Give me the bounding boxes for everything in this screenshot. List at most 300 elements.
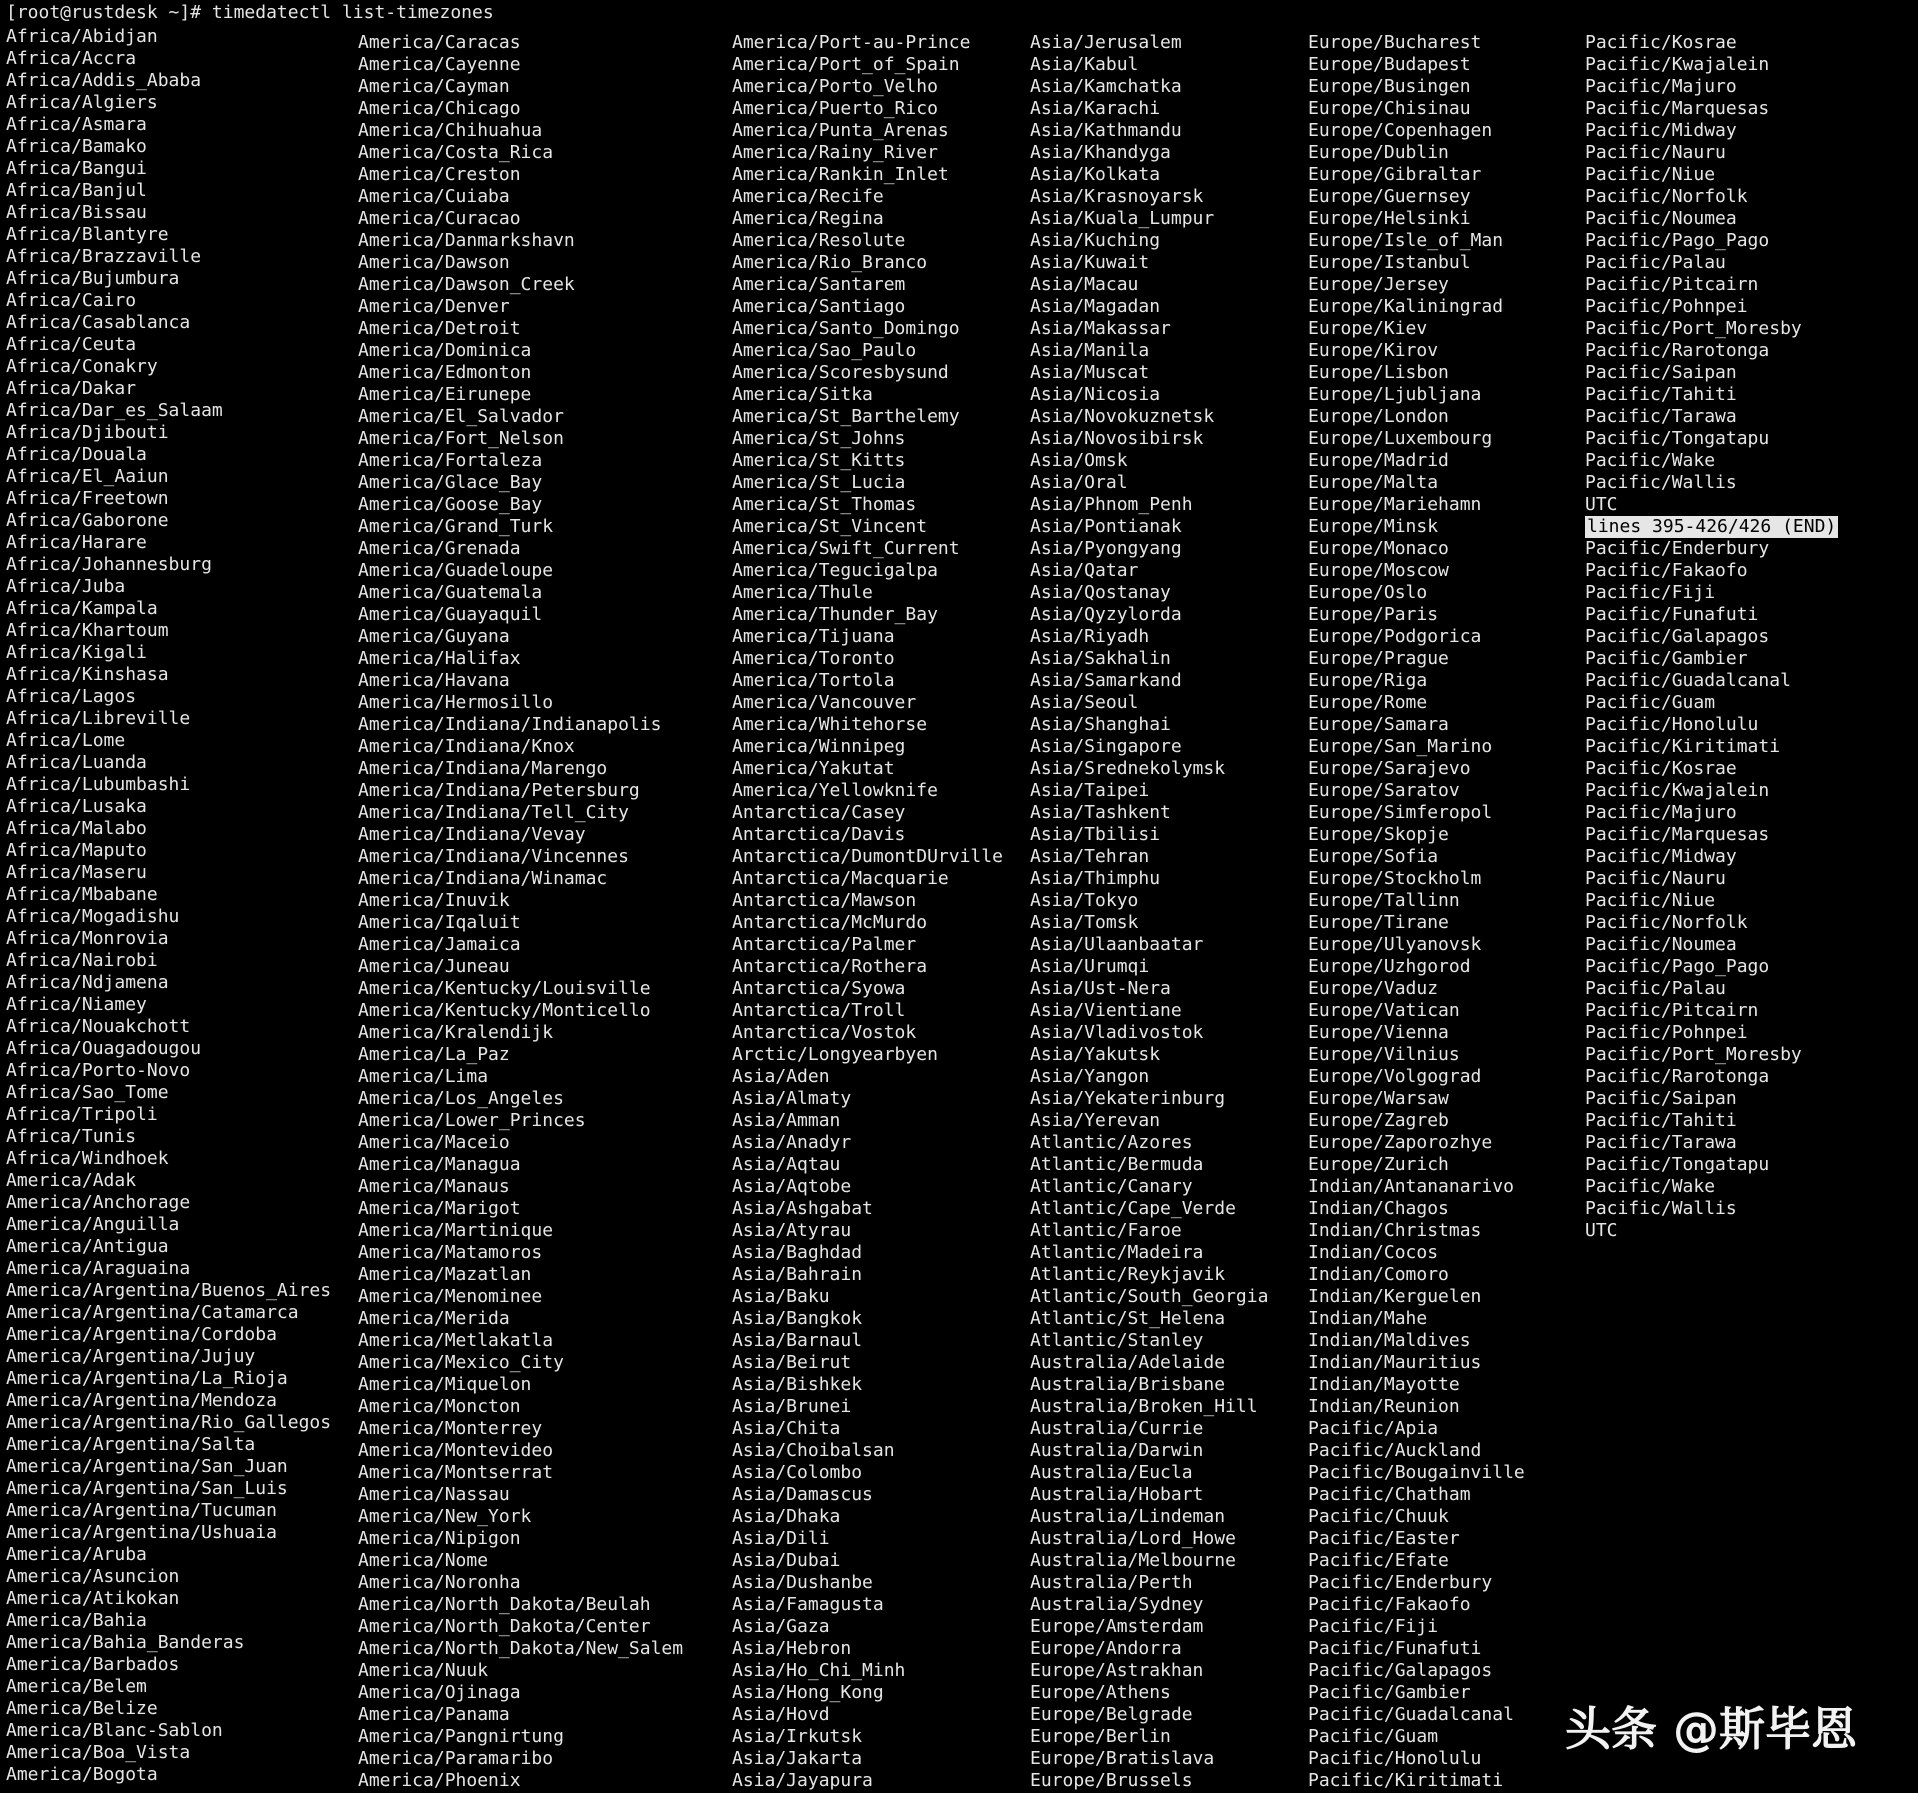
timezone-entry: America/Argentina/Mendoza [6, 1390, 277, 1411]
timezone-entry: America/Punta_Arenas [732, 120, 949, 141]
timezone-entry: Europe/Moscow [1308, 560, 1449, 581]
timezone-entry: Africa/Djibouti [6, 422, 169, 443]
timezone-entry: Africa/Nairobi [6, 950, 158, 971]
timezone-entry: Africa/Maputo [6, 840, 147, 861]
timezone-entry: Africa/Gaborone [6, 510, 169, 531]
timezone-entry: Asia/Shanghai [1030, 714, 1171, 735]
timezone-entry: America/Rio_Branco [732, 252, 928, 273]
timezone-entry: Europe/Berlin [1030, 1726, 1171, 1747]
timezone-entry: Europe/Samara [1308, 714, 1449, 735]
timezone-entry: Asia/Jerusalem [1030, 32, 1182, 53]
timezone-entry: Africa/Mbabane [6, 884, 158, 905]
timezone-entry: Europe/Busingen [1308, 76, 1471, 97]
timezone-entry: Pacific/Marquesas [1585, 824, 1770, 845]
timezone-column-6 [1585, 32, 1802, 516]
timezone-entry: Atlantic/Cape_Verde [1030, 1198, 1236, 1219]
timezone-entry: Atlantic/Bermuda [1030, 1154, 1204, 1175]
timezone-entry: Asia/Yerevan [1030, 1110, 1161, 1131]
timezone-entry: Pacific/Fakaofo [1585, 560, 1748, 581]
timezone-entry: Pacific/Tongatapu [1585, 1154, 1770, 1175]
timezone-entry: Europe/Vatican [1308, 1000, 1460, 1021]
timezone-entry: Europe/Saratov [1308, 780, 1460, 801]
timezone-entry: Africa/Johannesburg [6, 554, 212, 575]
timezone-entry: Europe/Malta [1308, 472, 1439, 493]
timezone-entry: Europe/Zaporozhye [1308, 1132, 1493, 1153]
timezone-entry: Africa/Mogadishu [6, 906, 180, 927]
timezone-entry: Asia/Urumqi [1030, 956, 1150, 977]
timezone-entry: America/Marigot [358, 1198, 521, 1219]
timezone-entry: Europe/Riga [1308, 670, 1428, 691]
timezone-entry: Asia/Vientiane [1030, 1000, 1182, 1021]
timezone-entry: Asia/Brunei [732, 1396, 852, 1417]
timezone-entry: Indian/Christmas [1308, 1220, 1482, 1241]
timezone-entry: America/El_Salvador [358, 406, 564, 427]
timezone-entry: Europe/Sarajevo [1308, 758, 1471, 779]
timezone-entry: Pacific/Midway [1585, 846, 1737, 867]
timezone-entry: Asia/Macau [1030, 274, 1139, 295]
timezone-entry: Indian/Mayotte [1308, 1374, 1460, 1395]
timezone-entry: Asia/Jayapura [732, 1770, 873, 1791]
timezone-entry: Asia/Magadan [1030, 296, 1161, 317]
timezone-entry: Asia/Vladivostok [1030, 1022, 1204, 1043]
timezone-entry: Europe/Astrakhan [1030, 1660, 1204, 1681]
timezone-entry: America/Bogota [6, 1764, 158, 1785]
timezone-entry: America/St_Thomas [732, 494, 917, 515]
timezone-entry: Asia/Hovd [732, 1704, 830, 1725]
timezone-entry: Pacific/Tahiti [1585, 1110, 1737, 1131]
timezone-entry: Australia/Darwin [1030, 1440, 1204, 1461]
timezone-entry: America/Aruba [6, 1544, 147, 1565]
timezone-entry: Pacific/Pohnpei [1585, 1022, 1748, 1043]
timezone-entry: Asia/Irkutsk [732, 1726, 863, 1747]
timezone-entry: Africa/Kigali [6, 642, 147, 663]
timezone-entry: Africa/Tunis [6, 1126, 137, 1147]
timezone-entry: America/Belem [6, 1676, 147, 1697]
timezone-entry: Asia/Baku [732, 1286, 830, 1307]
timezone-entry: Pacific/Rarotonga [1585, 340, 1770, 361]
timezone-entry: America/Resolute [732, 230, 906, 251]
timezone-entry: Pacific/Tahiti [1585, 384, 1737, 405]
timezone-entry: Asia/Novokuznetsk [1030, 406, 1215, 427]
timezone-entry: Antarctica/DumontDUrville [732, 846, 1003, 867]
timezone-entry: America/Argentina/Tucuman [6, 1500, 277, 1521]
timezone-entry: Asia/Atyrau [732, 1220, 852, 1241]
timezone-entry: Australia/Hobart [1030, 1484, 1204, 1505]
timezone-entry: America/Scoresbysund [732, 362, 949, 383]
timezone-entry: Africa/Juba [6, 576, 126, 597]
timezone-entry: Pacific/Noumea [1585, 934, 1737, 955]
timezone-entry: Asia/Yekaterinburg [1030, 1088, 1226, 1109]
timezone-entry: Asia/Chita [732, 1418, 841, 1439]
timezone-entry: Australia/Eucla [1030, 1462, 1193, 1483]
timezone-entry: America/Barbados [6, 1654, 180, 1675]
timezone-entry: UTC [1585, 1220, 1618, 1241]
timezone-entry: Australia/Perth [1030, 1572, 1193, 1593]
timezone-entry: Asia/Barnaul [732, 1330, 863, 1351]
timezone-entry: America/Eirunepe [358, 384, 532, 405]
timezone-entry: America/Argentina/Salta [6, 1434, 256, 1455]
timezone-entry: Pacific/Pitcairn [1585, 274, 1759, 295]
timezone-entry: Europe/Prague [1308, 648, 1449, 669]
timezone-entry: Pacific/Enderbury [1585, 538, 1770, 559]
timezone-entry: Africa/Kinshasa [6, 664, 169, 685]
timezone-entry: Africa/Douala [6, 444, 147, 465]
timezone-entry: Europe/Belgrade [1030, 1704, 1193, 1725]
timezone-entry: America/Vancouver [732, 692, 917, 713]
timezone-entry: Africa/Windhoek [6, 1148, 169, 1169]
timezone-entry: America/Port-au-Prince [732, 32, 971, 53]
timezone-entry: Africa/Bamako [6, 136, 147, 157]
timezone-entry: Asia/Kuwait [1030, 252, 1150, 273]
timezone-entry: America/Argentina/Buenos_Aires [6, 1280, 332, 1301]
timezone-entry: Pacific/Kiritimati [1585, 736, 1781, 757]
timezone-entry: Europe/Vilnius [1308, 1044, 1460, 1065]
timezone-entry: Asia/Tokyo [1030, 890, 1139, 911]
timezone-entry: Pacific/Auckland [1308, 1440, 1482, 1461]
watermark-text: 头条 @斯毕恩 [1565, 1702, 1858, 1756]
timezone-entry: Pacific/Kosrae [1585, 758, 1737, 779]
timezone-entry: Europe/Mariehamn [1308, 494, 1482, 515]
timezone-entry: America/Yakutat [732, 758, 895, 779]
timezone-entry: Africa/Blantyre [6, 224, 169, 245]
timezone-entry: Asia/Dili [732, 1528, 830, 1549]
timezone-entry: Pacific/Guadalcanal [1308, 1704, 1514, 1725]
timezone-entry: Asia/Nicosia [1030, 384, 1161, 405]
timezone-entry: Asia/Qostanay [1030, 582, 1171, 603]
timezone-entry: America/Matamoros [358, 1242, 543, 1263]
timezone-entry: America/Montserrat [358, 1462, 554, 1483]
timezone-entry: Asia/Choibalsan [732, 1440, 895, 1461]
timezone-entry: America/Asuncion [6, 1566, 180, 1587]
timezone-entry: Africa/Monrovia [6, 928, 169, 949]
timezone-entry: America/Indiana/Indianapolis [358, 714, 662, 735]
timezone-entry: Pacific/Saipan [1585, 1088, 1737, 1109]
timezone-entry: Pacific/Port_Moresby [1585, 318, 1802, 339]
timezone-entry: America/Guayaquil [358, 604, 543, 625]
timezone-entry: Asia/Srednekolymsk [1030, 758, 1226, 779]
timezone-entry: Europe/Brussels [1030, 1770, 1193, 1791]
timezone-entry: America/Indiana/Vevay [358, 824, 586, 845]
timezone-entry: Pacific/Tarawa [1585, 406, 1737, 427]
timezone-entry: America/Menominee [358, 1286, 543, 1307]
timezone-entry: Antarctica/Palmer [732, 934, 917, 955]
timezone-entry: Europe/Andorra [1030, 1638, 1182, 1659]
pager-status-line: lines 395-426/426 (END) [1587, 516, 1837, 537]
timezone-entry: Australia/Sydney [1030, 1594, 1204, 1615]
timezone-entry: America/Sao_Paulo [732, 340, 917, 361]
timezone-entry: Europe/Dublin [1308, 142, 1449, 163]
timezone-entry: Pacific/Pohnpei [1585, 296, 1748, 317]
timezone-entry: Pacific/Nauru [1585, 142, 1726, 163]
timezone-entry: Pacific/Kwajalein [1585, 780, 1770, 801]
timezone-entry: America/Danmarkshavn [358, 230, 575, 251]
timezone-entry: Africa/Casablanca [6, 312, 191, 333]
timezone-entry: Africa/Niamey [6, 994, 147, 1015]
timezone-entry: Asia/Almaty [732, 1088, 852, 1109]
timezone-entry: Asia/Tehran [1030, 846, 1150, 867]
timezone-entry: Africa/Bissau [6, 202, 147, 223]
timezone-entry: America/Santo_Domingo [732, 318, 960, 339]
timezone-entry: America/Porto_Velho [732, 76, 938, 97]
timezone-entry: Pacific/Saipan [1585, 362, 1737, 383]
timezone-entry: America/St_Johns [732, 428, 906, 449]
timezone-entry: America/Swift_Current [732, 538, 960, 559]
timezone-entry: America/Anchorage [6, 1192, 191, 1213]
timezone-entry: Pacific/Nauru [1585, 868, 1726, 889]
timezone-entry: Pacific/Chuuk [1308, 1506, 1449, 1527]
timezone-entry: Europe/Helsinki [1308, 208, 1471, 229]
timezone-entry: Europe/Jersey [1308, 274, 1449, 295]
timezone-entry: Australia/Melbourne [1030, 1550, 1236, 1571]
timezone-entry: America/Jamaica [358, 934, 521, 955]
timezone-entry: America/Guyana [358, 626, 510, 647]
timezone-entry: Europe/Zurich [1308, 1154, 1449, 1175]
timezone-entry: Europe/Budapest [1308, 54, 1471, 75]
timezone-entry: America/Santarem [732, 274, 906, 295]
timezone-entry: America/Havana [358, 670, 510, 691]
timezone-entry: Africa/Nouakchott [6, 1016, 191, 1037]
timezone-entry: Asia/Kolkata [1030, 164, 1161, 185]
timezone-entry: Europe/Bucharest [1308, 32, 1482, 53]
timezone-entry: Asia/Kuala_Lumpur [1030, 208, 1215, 229]
timezone-entry: Pacific/Gambier [1308, 1682, 1471, 1703]
timezone-entry: America/North_Dakota/New_Salem [358, 1638, 684, 1659]
timezone-entry: Pacific/Niue [1585, 890, 1716, 911]
timezone-entry: Asia/Riyadh [1030, 626, 1150, 647]
timezone-entry: Africa/Conakry [6, 356, 158, 377]
timezone-entry: America/Lower_Princes [358, 1110, 586, 1131]
timezone-entry: Asia/Krasnoyarsk [1030, 186, 1204, 207]
timezone-entry: Asia/Baghdad [732, 1242, 863, 1263]
timezone-entry: America/Miquelon [358, 1374, 532, 1395]
timezone-entry: America/Lima [358, 1066, 489, 1087]
timezone-entry: Europe/Simferopol [1308, 802, 1493, 823]
timezone-entry: Pacific/Tarawa [1585, 1132, 1737, 1153]
timezone-entry: Pacific/Galapagos [1308, 1660, 1493, 1681]
timezone-entry: Africa/Khartoum [6, 620, 169, 641]
timezone-entry: America/Puerto_Rico [732, 98, 938, 119]
timezone-entry: Arctic/Longyearbyen [732, 1044, 938, 1065]
timezone-entry: Indian/Kerguelen [1308, 1286, 1482, 1307]
timezone-entry: Asia/Bahrain [732, 1264, 863, 1285]
timezone-entry: Europe/Minsk [1308, 516, 1439, 537]
timezone-entry: UTC [1585, 494, 1618, 515]
timezone-entry: Europe/Chisinau [1308, 98, 1471, 119]
timezone-entry: America/Winnipeg [732, 736, 906, 757]
timezone-entry: Asia/Tbilisi [1030, 824, 1161, 845]
timezone-entry: Europe/Sofia [1308, 846, 1439, 867]
timezone-entry: America/Mexico_City [358, 1352, 564, 1373]
timezone-entry: Asia/Yakutsk [1030, 1044, 1161, 1065]
timezone-entry: Asia/Karachi [1030, 98, 1161, 119]
timezone-entry: Indian/Comoro [1308, 1264, 1449, 1285]
timezone-entry: America/Chihuahua [358, 120, 543, 141]
timezone-entry: Pacific/Majuro [1585, 76, 1737, 97]
timezone-entry: Pacific/Norfolk [1585, 912, 1748, 933]
timezone-entry: Atlantic/St_Helena [1030, 1308, 1226, 1329]
timezone-entry: America/Ojinaga [358, 1682, 521, 1703]
timezone-entry: America/Indiana/Petersburg [358, 780, 640, 801]
timezone-entry: America/Panama [358, 1704, 510, 1725]
timezone-entry: Asia/Bangkok [732, 1308, 863, 1329]
timezone-entry: America/Toronto [732, 648, 895, 669]
timezone-entry: America/Inuvik [358, 890, 510, 911]
timezone-entry: Pacific/Gambier [1585, 648, 1748, 669]
timezone-entry: America/Tortola [732, 670, 895, 691]
timezone-entry: Europe/Kaliningrad [1308, 296, 1504, 317]
timezone-entry: Pacific/Fakaofo [1308, 1594, 1471, 1615]
timezone-entry: America/Los_Angeles [358, 1088, 564, 1109]
timezone-entry: Asia/Jakarta [732, 1748, 863, 1769]
timezone-entry: Asia/Tomsk [1030, 912, 1139, 933]
timezone-entry: Australia/Brisbane [1030, 1374, 1226, 1395]
timezone-entry: Europe/Gibraltar [1308, 164, 1482, 185]
timezone-entry: Pacific/Chatham [1308, 1484, 1471, 1505]
timezone-entry: America/Adak [6, 1170, 137, 1191]
timezone-entry: America/Metlakatla [358, 1330, 554, 1351]
timezone-entry: America/Creston [358, 164, 521, 185]
timezone-entry: America/Regina [732, 208, 884, 229]
timezone-entry: Indian/Antananarivo [1308, 1176, 1514, 1197]
timezone-entry: America/Nipigon [358, 1528, 521, 1549]
timezone-entry: America/Cuiaba [358, 186, 510, 207]
timezone-entry: Asia/Amman [732, 1110, 841, 1131]
timezone-entry: Europe/Tallinn [1308, 890, 1460, 911]
timezone-entry: Pacific/Easter [1308, 1528, 1460, 1549]
timezone-entry: Atlantic/Canary [1030, 1176, 1193, 1197]
timezone-entry: America/Thunder_Bay [732, 604, 938, 625]
timezone-entry: America/Grand_Turk [358, 516, 554, 537]
timezone-entry: Africa/Asmara [6, 114, 147, 135]
timezone-entry: Europe/Stockholm [1308, 868, 1482, 889]
command-prompt-line: [root@rustdesk ~]# timedatectl list-timezones [6, 2, 494, 23]
timezone-entry: America/Anguilla [6, 1214, 180, 1235]
timezone-entry: Asia/Aden [732, 1066, 830, 1087]
timezone-entry: America/Argentina/Jujuy [6, 1346, 256, 1367]
timezone-entry: Europe/Kiev [1308, 318, 1428, 339]
timezone-entry: America/La_Paz [358, 1044, 510, 1065]
timezone-entry: Asia/Kuching [1030, 230, 1161, 251]
timezone-entry: America/Juneau [358, 956, 510, 977]
timezone-entry: Asia/Muscat [1030, 362, 1150, 383]
timezone-entry: Antarctica/Troll [732, 1000, 906, 1021]
timezone-entry: Pacific/Wake [1585, 450, 1716, 471]
timezone-entry: Asia/Aqtau [732, 1154, 841, 1175]
timezone-entry: America/Phoenix [358, 1770, 521, 1791]
timezone-entry: Asia/Dubai [732, 1550, 841, 1571]
timezone-entry: Africa/Sao_Tome [6, 1082, 169, 1103]
timezone-entry: America/Noronha [358, 1572, 521, 1593]
timezone-entry: America/Indiana/Tell_City [358, 802, 629, 823]
timezone-entry: Indian/Mauritius [1308, 1352, 1482, 1373]
timezone-entry: Pacific/Honolulu [1585, 714, 1759, 735]
timezone-entry: America/Santiago [732, 296, 906, 317]
timezone-entry: America/Fort_Nelson [358, 428, 564, 449]
timezone-entry: America/Grenada [358, 538, 521, 559]
timezone-entry: America/Monterrey [358, 1418, 543, 1439]
timezone-entry: Pacific/Fiji [1585, 582, 1716, 603]
timezone-entry: America/Sitka [732, 384, 873, 405]
timezone-entry: Africa/Bujumbura [6, 268, 180, 289]
timezone-entry: America/Mazatlan [358, 1264, 532, 1285]
timezone-entry: Asia/Pontianak [1030, 516, 1182, 537]
timezone-entry: Europe/Luxembourg [1308, 428, 1493, 449]
timezone-entry: America/Fortaleza [358, 450, 543, 471]
timezone-entry: America/Denver [358, 296, 510, 317]
timezone-entry: Europe/San_Marino [1308, 736, 1493, 757]
timezone-entry: Indian/Reunion [1308, 1396, 1460, 1417]
timezone-entry: America/New_York [358, 1506, 532, 1527]
timezone-entry: Pacific/Guam [1585, 692, 1716, 713]
timezone-entry: America/Indiana/Marengo [358, 758, 608, 779]
timezone-entry: America/Iqaluit [358, 912, 521, 933]
timezone-entry: Europe/Paris [1308, 604, 1439, 625]
timezone-entry: America/Argentina/Cordoba [6, 1324, 277, 1345]
timezone-entry: Atlantic/Stanley [1030, 1330, 1204, 1351]
timezone-entry: Europe/Rome [1308, 692, 1428, 713]
timezone-entry: Pacific/Tongatapu [1585, 428, 1770, 449]
timezone-entry: Africa/Malabo [6, 818, 147, 839]
timezone-entry: Australia/Adelaide [1030, 1352, 1226, 1373]
timezone-entry: America/Blanc-Sablon [6, 1720, 223, 1741]
timezone-entry: America/Argentina/Ushuaia [6, 1522, 277, 1543]
timezone-entry: Europe/Vienna [1308, 1022, 1449, 1043]
timezone-entry: America/Cayenne [358, 54, 521, 75]
timezone-entry: Africa/Luanda [6, 752, 147, 773]
timezone-entry: Antarctica/McMurdo [732, 912, 928, 933]
timezone-entry: America/Dominica [358, 340, 532, 361]
timezone-entry: America/St_Barthelemy [732, 406, 960, 427]
timezone-entry: Pacific/Kiritimati [1308, 1770, 1504, 1791]
timezone-entry: America/Indiana/Winamac [358, 868, 608, 889]
timezone-entry: America/Indiana/Knox [358, 736, 575, 757]
timezone-entry: Asia/Qyzylorda [1030, 604, 1182, 625]
timezone-entry: America/Curacao [358, 208, 521, 229]
timezone-entry: Asia/Dhaka [732, 1506, 841, 1527]
timezone-entry: America/Bahia [6, 1610, 147, 1631]
timezone-entry: Atlantic/Faroe [1030, 1220, 1182, 1241]
timezone-entry: America/Argentina/San_Juan [6, 1456, 288, 1477]
timezone-entry: Europe/London [1308, 406, 1449, 427]
timezone-entry: Asia/Manila [1030, 340, 1150, 361]
timezone-entry: America/Guadeloupe [358, 560, 554, 581]
timezone-entry: America/Montevideo [358, 1440, 554, 1461]
timezone-column-2 [358, 32, 683, 1792]
timezone-entry: Europe/Podgorica [1308, 626, 1482, 647]
timezone-entry: Pacific/Port_Moresby [1585, 1044, 1802, 1065]
timezone-entry: Pacific/Efate [1308, 1550, 1449, 1571]
timezone-entry: America/Argentina/San_Luis [6, 1478, 288, 1499]
timezone-entry: Indian/Mahe [1308, 1308, 1428, 1329]
timezone-entry: Asia/Samarkand [1030, 670, 1182, 691]
timezone-entry: Indian/Maldives [1308, 1330, 1471, 1351]
timezone-entry: Asia/Dushanbe [732, 1572, 873, 1593]
timezone-entry: Africa/Dakar [6, 378, 137, 399]
timezone-entry: Africa/Kampala [6, 598, 158, 619]
timezone-entry: Pacific/Guam [1308, 1726, 1439, 1747]
timezone-entry: Asia/Kathmandu [1030, 120, 1182, 141]
timezone-entry: Asia/Aqtobe [732, 1176, 852, 1197]
timezone-entry: Africa/Ouagadougou [6, 1038, 202, 1059]
timezone-entry: Antarctica/Davis [732, 824, 906, 845]
timezone-entry: America/Argentina/Catamarca [6, 1302, 299, 1323]
timezone-entry: Pacific/Honolulu [1308, 1748, 1482, 1769]
timezone-entry: America/Indiana/Vincennes [358, 846, 629, 867]
timezone-entry: Asia/Damascus [732, 1484, 873, 1505]
timezone-column-1 [6, 26, 331, 1786]
timezone-entry: America/Tijuana [732, 626, 895, 647]
timezone-entry: Africa/Brazzaville [6, 246, 202, 267]
